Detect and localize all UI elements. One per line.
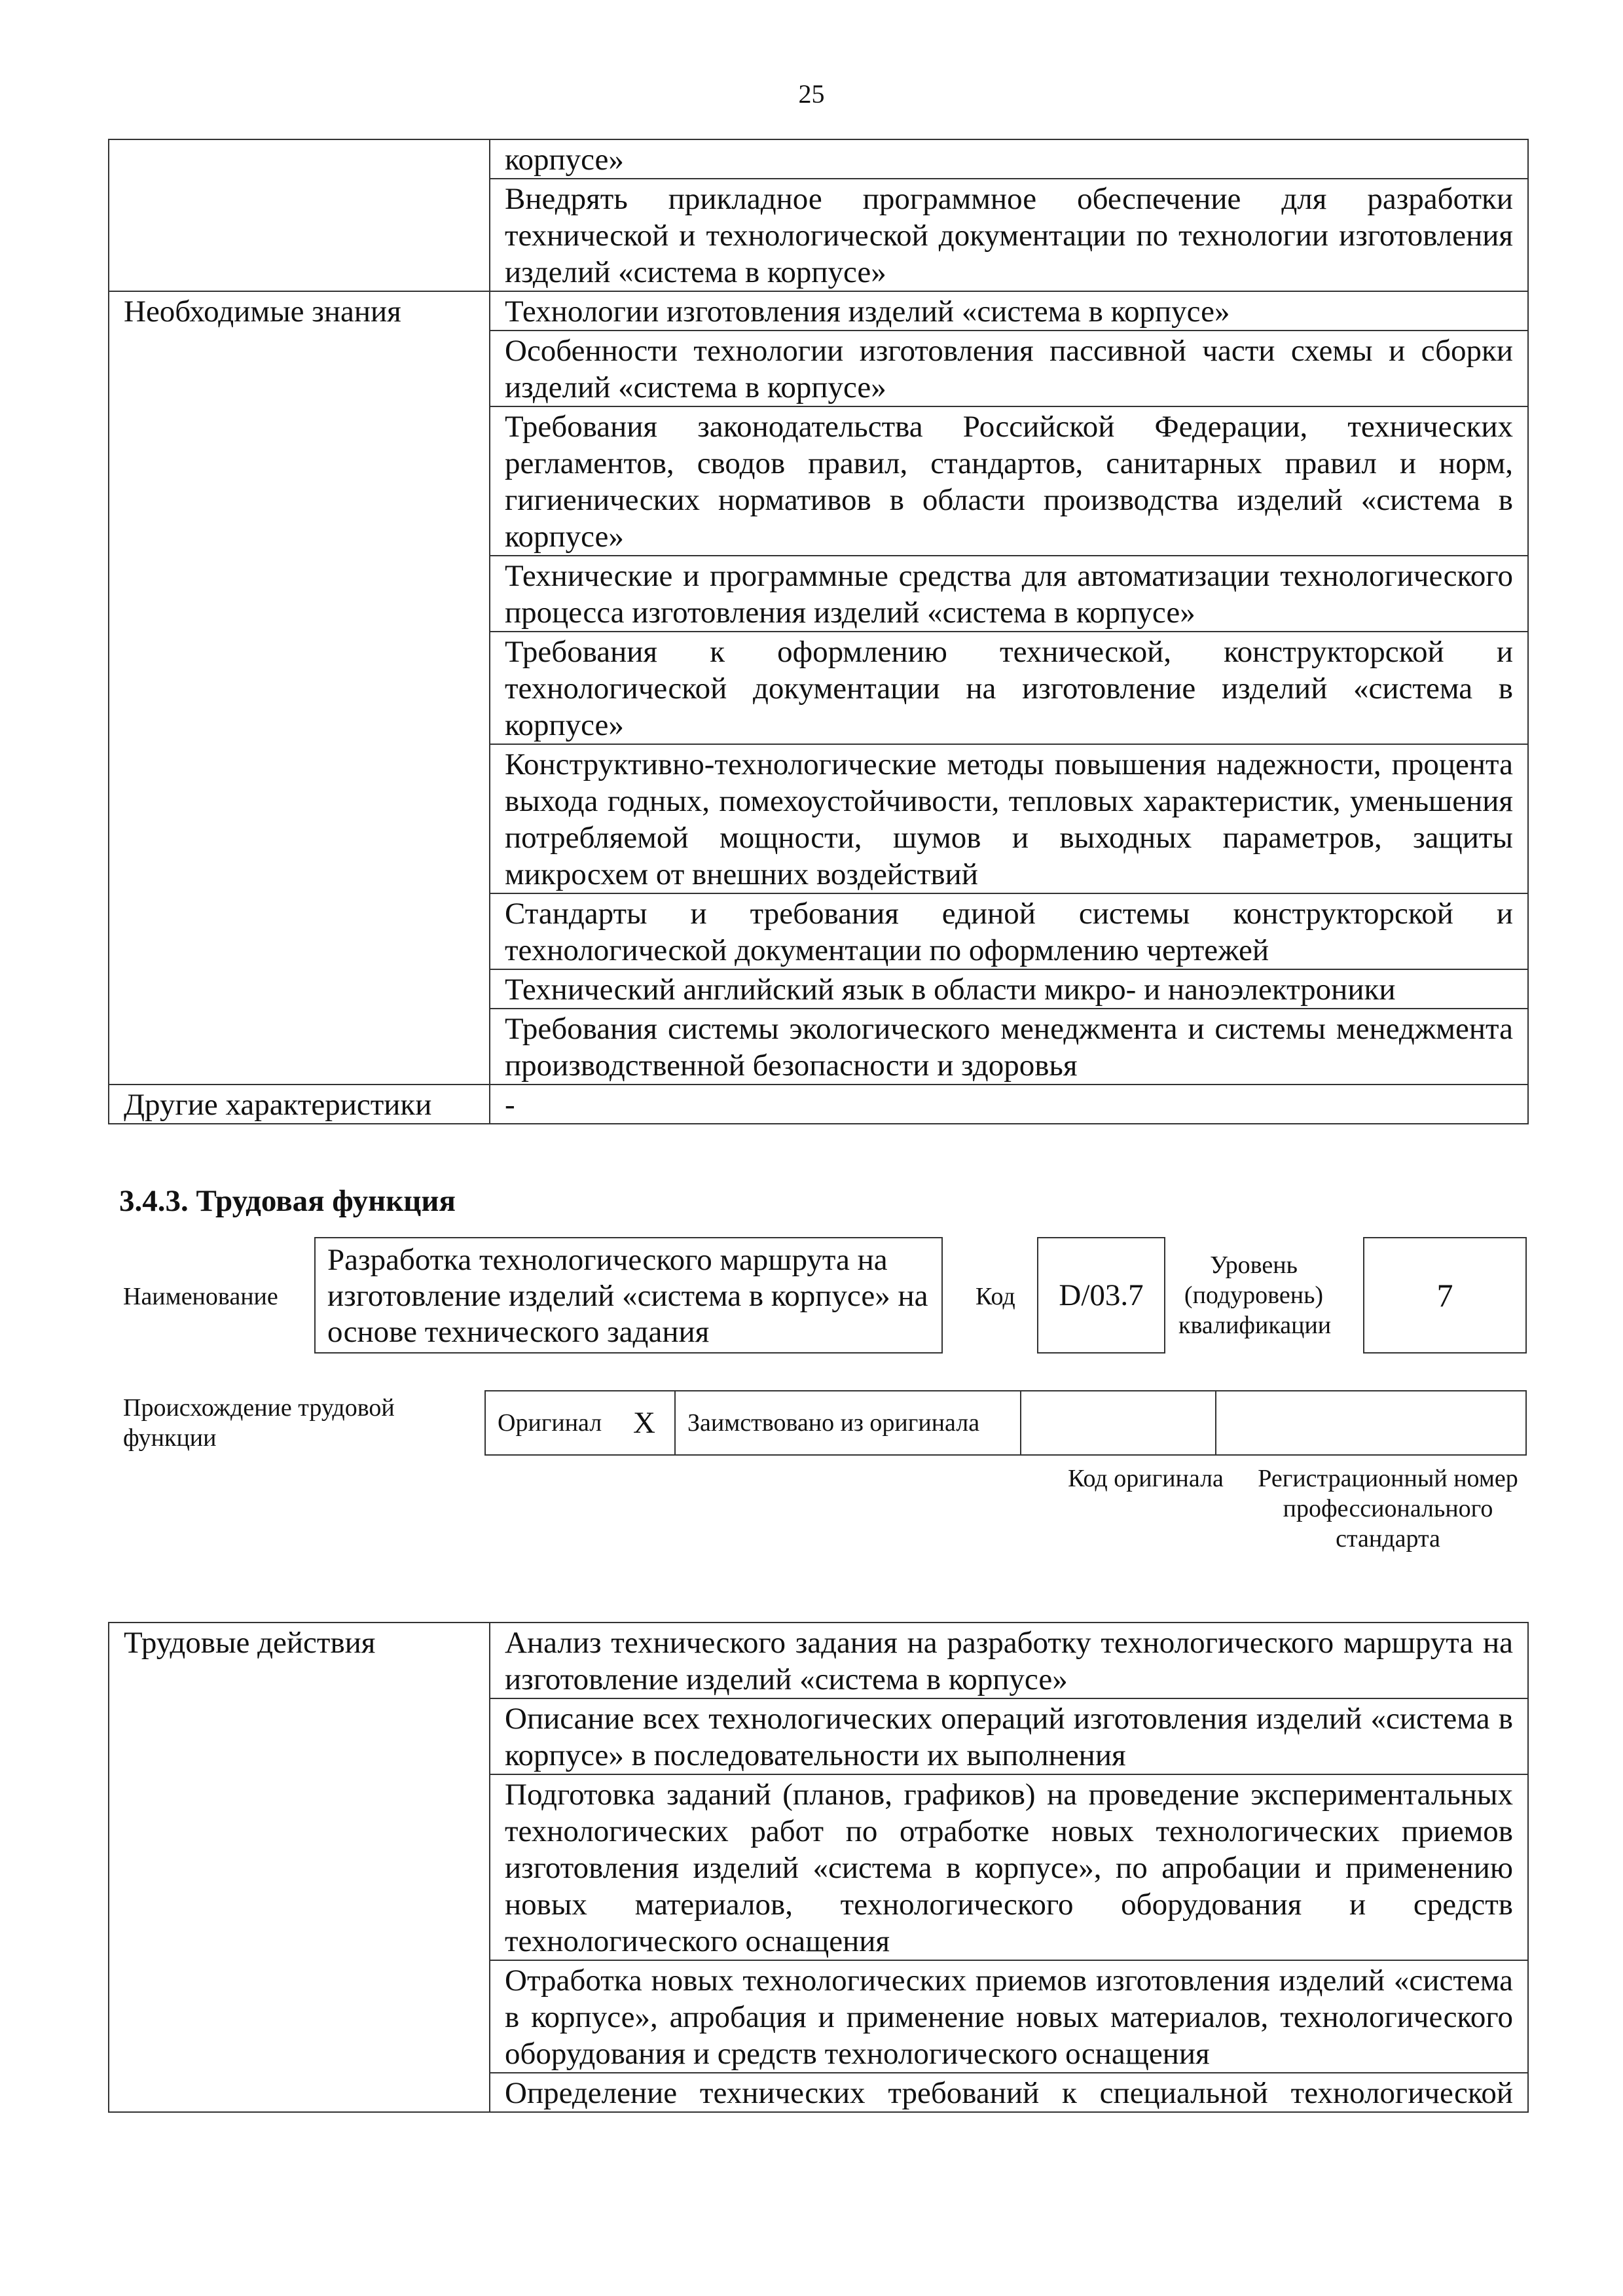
reg-number-cell bbox=[1216, 1391, 1526, 1455]
page-number: 25 bbox=[798, 79, 825, 109]
table-cell-label: Другие характеристики bbox=[109, 1085, 490, 1124]
borrowed-label: Заимствовано из оригинала bbox=[675, 1391, 1021, 1455]
table-cell-text: Технологии изготовления изделий «система в корпусе» bbox=[490, 291, 1528, 331]
table-cell-text: Внедрять прикладное программное обеспечение для разработки технической и технологической документации по технологии изготовления изделий «система в корпусе» bbox=[490, 179, 1528, 291]
table-cell-text: - bbox=[490, 1085, 1528, 1124]
table-cell-text: Определение технических требований к специальной технологической bbox=[490, 2073, 1528, 2112]
original-code-cell bbox=[1021, 1391, 1216, 1455]
table-cell-label: Необходимые знания bbox=[109, 291, 490, 1085]
reg-caption: Регистрационный номер профессионального стандарта bbox=[1258, 1465, 1518, 1552]
table-cell-text: Требования к оформлению технической, конструкторской и технологической документации на изготовление изделий «система в корпусе» bbox=[490, 632, 1528, 744]
table-cell-text: Описание всех технологических операций изготовления изделий «система в корпусе» в последовательности их выполнения bbox=[490, 1698, 1528, 1774]
table-cell-text: корпусе» bbox=[490, 139, 1528, 179]
function-name: Разработка технологического маршрута на изготовление изделий «система в корпусе» на основе технического задания bbox=[327, 1243, 928, 1349]
level-label-line: Уровень bbox=[1210, 1251, 1298, 1279]
knowledge-table bbox=[108, 139, 1529, 1124]
original-mark: X bbox=[614, 1391, 675, 1455]
level-value-box bbox=[1363, 1237, 1527, 1354]
table-cell-text: Отработка новых технологических приемов изготовления изделий «система в корпусе», апробация и применение новых материалов, технологического оборудования и средств технологического оснащения bbox=[490, 1960, 1528, 2073]
table-row bbox=[485, 1391, 1526, 1455]
table-cell-text: Конструктивно-технологические методы повышения надежности, процента выхода годных, помехоустойчивости, тепловых характеристик, уменьшения потребляемой мощности, шумов и выходных параметров, защиты микросхем от внешних воздействий bbox=[490, 744, 1528, 893]
level-label-line: (подуровень) bbox=[1184, 1282, 1324, 1309]
table-cell-text: Подготовка заданий (планов, графиков) на проведение экспериментальных технологических работ по отработке новых технологических приемов изготовления изделий «система в корпусе», по апробации и применению новых материалов, технологического оборудования и средств технологического оснащения bbox=[490, 1774, 1528, 1960]
function-code-box bbox=[1037, 1237, 1165, 1354]
origin-label: Происхождение трудовой функции bbox=[123, 1394, 395, 1452]
level-label-line: квалификации bbox=[1178, 1312, 1332, 1339]
table-cell-text: Требования законодательства Российской Федерации, технических регламентов, сводов правил, стандартов, санитарных правил и норм, гигиенических нормативов в области производства изделий «система в корпусе» bbox=[490, 406, 1528, 556]
table-cell-text: Стандарты и требования единой системы конструкторской и технологической документации по оформлению чертежей bbox=[490, 893, 1528, 969]
table-cell-text: Особенности технологии изготовления пассивной части схемы и сборки изделий «система в корпусе» bbox=[490, 331, 1528, 406]
table-row bbox=[109, 1623, 1528, 1698]
table-cell-label bbox=[109, 139, 490, 291]
section-title: 3.4.3. Трудовая функция bbox=[119, 1184, 456, 1218]
origin-table bbox=[484, 1390, 1527, 1456]
function-name-box bbox=[314, 1237, 943, 1354]
actions-table bbox=[108, 1622, 1529, 2113]
table-cell-text: Технические и программные средства для автоматизации технологического процесса изготовления изделий «система в корпусе» bbox=[490, 556, 1528, 632]
function-code: D/03.7 bbox=[1059, 1278, 1144, 1312]
level-value: 7 bbox=[1436, 1277, 1453, 1314]
original-label: Оригинал bbox=[485, 1391, 614, 1455]
table-cell-text: Технический английский язык в области микро- и наноэлектроники bbox=[490, 969, 1528, 1009]
code-caption: Код оригинала bbox=[1068, 1465, 1224, 1492]
code-label: Код bbox=[976, 1283, 1015, 1310]
table-cell-text: Требования системы экологического менеджмента и системы менеджмента производственной безопасности и здоровья bbox=[490, 1009, 1528, 1085]
table-cell-text: Анализ технического задания на разработку технологического маршрута на изготовление изделий «система в корпусе» bbox=[490, 1623, 1528, 1698]
table-row bbox=[109, 291, 1528, 331]
name-label: Наименование bbox=[123, 1283, 278, 1310]
table-row bbox=[109, 1085, 1528, 1124]
table-cell-label: Трудовые действия bbox=[109, 1623, 490, 2112]
level-label bbox=[1178, 1250, 1332, 1340]
table-row bbox=[109, 139, 1528, 179]
